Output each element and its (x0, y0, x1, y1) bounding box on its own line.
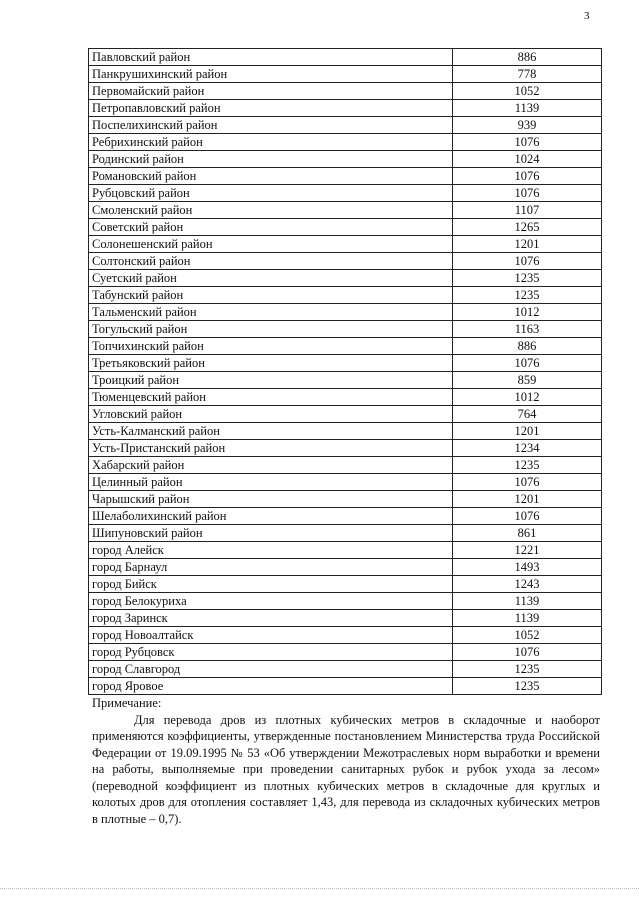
region-value-cell: 1235 (453, 678, 602, 695)
region-value-cell: 1201 (453, 491, 602, 508)
region-name-cell: город Бийск (89, 576, 453, 593)
region-value-cell: 1163 (453, 321, 602, 338)
table-row (89, 355, 602, 372)
region-name-cell: Родинский район (89, 151, 453, 168)
region-name-cell: Рубцовский район (89, 185, 453, 202)
region-name-cell: Троицкий район (89, 372, 453, 389)
table-row (89, 66, 602, 83)
region-value-cell: 1107 (453, 202, 602, 219)
table-row (89, 321, 602, 338)
region-values-table (88, 48, 602, 695)
table-row (89, 508, 602, 525)
table-row (89, 49, 602, 66)
region-name-cell: Поспелихинский район (89, 117, 453, 134)
region-name-cell: Шипуновский район (89, 525, 453, 542)
note-title: Примечание: (92, 696, 162, 710)
region-name-cell: Солтонский район (89, 253, 453, 270)
table-row (89, 185, 602, 202)
table-row (89, 83, 602, 100)
table-row (89, 389, 602, 406)
table-row (89, 338, 602, 355)
region-name-cell: Третьяковский район (89, 355, 453, 372)
region-value-cell: 1052 (453, 83, 602, 100)
region-name-cell: Советский район (89, 219, 453, 236)
region-value-cell: 1139 (453, 593, 602, 610)
table-row (89, 627, 602, 644)
table-row (89, 661, 602, 678)
region-value-cell: 1012 (453, 304, 602, 321)
region-value-cell: 1201 (453, 236, 602, 253)
region-value-cell: 1201 (453, 423, 602, 440)
table-row (89, 372, 602, 389)
region-value-cell: 1243 (453, 576, 602, 593)
region-value-cell: 1493 (453, 559, 602, 576)
table-row (89, 542, 602, 559)
region-value-cell: 1076 (453, 644, 602, 661)
region-value-cell: 1221 (453, 542, 602, 559)
region-name-cell: Шелаболихинский район (89, 508, 453, 525)
table-row (89, 559, 602, 576)
region-name-cell: Хабарский район (89, 457, 453, 474)
table-row (89, 678, 602, 695)
region-value-cell: 886 (453, 49, 602, 66)
region-value-cell: 1139 (453, 100, 602, 117)
table-row (89, 219, 602, 236)
region-name-cell: Тальменский район (89, 304, 453, 321)
table-row (89, 474, 602, 491)
note-block (92, 695, 600, 827)
region-name-cell: город Белокуриха (89, 593, 453, 610)
region-value-cell: 1235 (453, 457, 602, 474)
region-value-cell: 1234 (453, 440, 602, 457)
region-value-cell: 1076 (453, 185, 602, 202)
table-row (89, 644, 602, 661)
page-number: 3 (584, 10, 590, 22)
table-row (89, 525, 602, 542)
region-value-cell: 1076 (453, 474, 602, 491)
region-name-cell: Тюменцевский район (89, 389, 453, 406)
region-value-cell: 886 (453, 338, 602, 355)
region-name-cell: Первомайский район (89, 83, 453, 100)
region-name-cell: Усть-Пристанский район (89, 440, 453, 457)
region-name-cell: город Яровое (89, 678, 453, 695)
table-row (89, 117, 602, 134)
region-value-cell: 1076 (453, 253, 602, 270)
region-name-cell: Тогульский район (89, 321, 453, 338)
table-row (89, 236, 602, 253)
region-name-cell: Панкрушихинский район (89, 66, 453, 83)
region-value-cell: 1235 (453, 287, 602, 304)
region-name-cell: Топчихинский район (89, 338, 453, 355)
region-name-cell: город Славгород (89, 661, 453, 678)
table-row (89, 134, 602, 151)
table-row (89, 576, 602, 593)
table-row (89, 100, 602, 117)
region-name-cell: Суетский район (89, 270, 453, 287)
region-value-cell: 764 (453, 406, 602, 423)
table-row (89, 457, 602, 474)
region-value-cell: 859 (453, 372, 602, 389)
region-value-cell: 1265 (453, 219, 602, 236)
region-name-cell: Павловский район (89, 49, 453, 66)
region-value-cell: 1139 (453, 610, 602, 627)
note-text: Для перевода дров из плотных кубических метров в складочные и наоборот применяются коэффициенты, утвержденные постановлением Министерства труда Российской Федерации от 19.09.1995 № 53 «Об утверждении Межотраслевых норм выработки и времени на работы, выполняемые при проведении санитарных рубок и рубок ухода за лесом» (переводной коэффициент из плотных кубических метров в складочные для круглых и колотых дров для отопления составляет 1,43, для перевода из складочных кубических метров в плотные – 0,7). (92, 712, 600, 826)
table-body (89, 49, 602, 695)
region-value-cell: 1052 (453, 627, 602, 644)
region-value-cell: 1024 (453, 151, 602, 168)
table-row (89, 151, 602, 168)
region-name-cell: город Заринск (89, 610, 453, 627)
table-row (89, 423, 602, 440)
region-value-cell: 1235 (453, 270, 602, 287)
table-row (89, 202, 602, 219)
table-row (89, 610, 602, 627)
table-row (89, 304, 602, 321)
region-name-cell: Романовский район (89, 168, 453, 185)
table-row (89, 593, 602, 610)
region-name-cell: город Новоалтайск (89, 627, 453, 644)
region-name-cell: Целинный район (89, 474, 453, 491)
region-name-cell: Чарышский район (89, 491, 453, 508)
region-name-cell: Усть-Калманский район (89, 423, 453, 440)
region-name-cell: Табунский район (89, 287, 453, 304)
region-value-cell: 1076 (453, 355, 602, 372)
region-value-cell: 1076 (453, 508, 602, 525)
region-name-cell: Смоленский район (89, 202, 453, 219)
table-row (89, 491, 602, 508)
region-name-cell: Солонешенский район (89, 236, 453, 253)
table-row (89, 406, 602, 423)
region-name-cell: Угловский район (89, 406, 453, 423)
table-row (89, 440, 602, 457)
region-value-cell: 939 (453, 117, 602, 134)
bottom-dotted-rule (0, 888, 639, 889)
region-name-cell: Ребрихинский район (89, 134, 453, 151)
region-name-cell: город Рубцовск (89, 644, 453, 661)
region-value-cell: 1012 (453, 389, 602, 406)
table-row (89, 287, 602, 304)
region-value-cell: 778 (453, 66, 602, 83)
table-row (89, 270, 602, 287)
region-value-cell: 1076 (453, 134, 602, 151)
region-name-cell: город Барнаул (89, 559, 453, 576)
region-value-cell: 861 (453, 525, 602, 542)
table-row (89, 168, 602, 185)
region-name-cell: Петропавловский район (89, 100, 453, 117)
table-row (89, 253, 602, 270)
region-value-cell: 1235 (453, 661, 602, 678)
region-value-cell: 1076 (453, 168, 602, 185)
region-name-cell: город Алейск (89, 542, 453, 559)
